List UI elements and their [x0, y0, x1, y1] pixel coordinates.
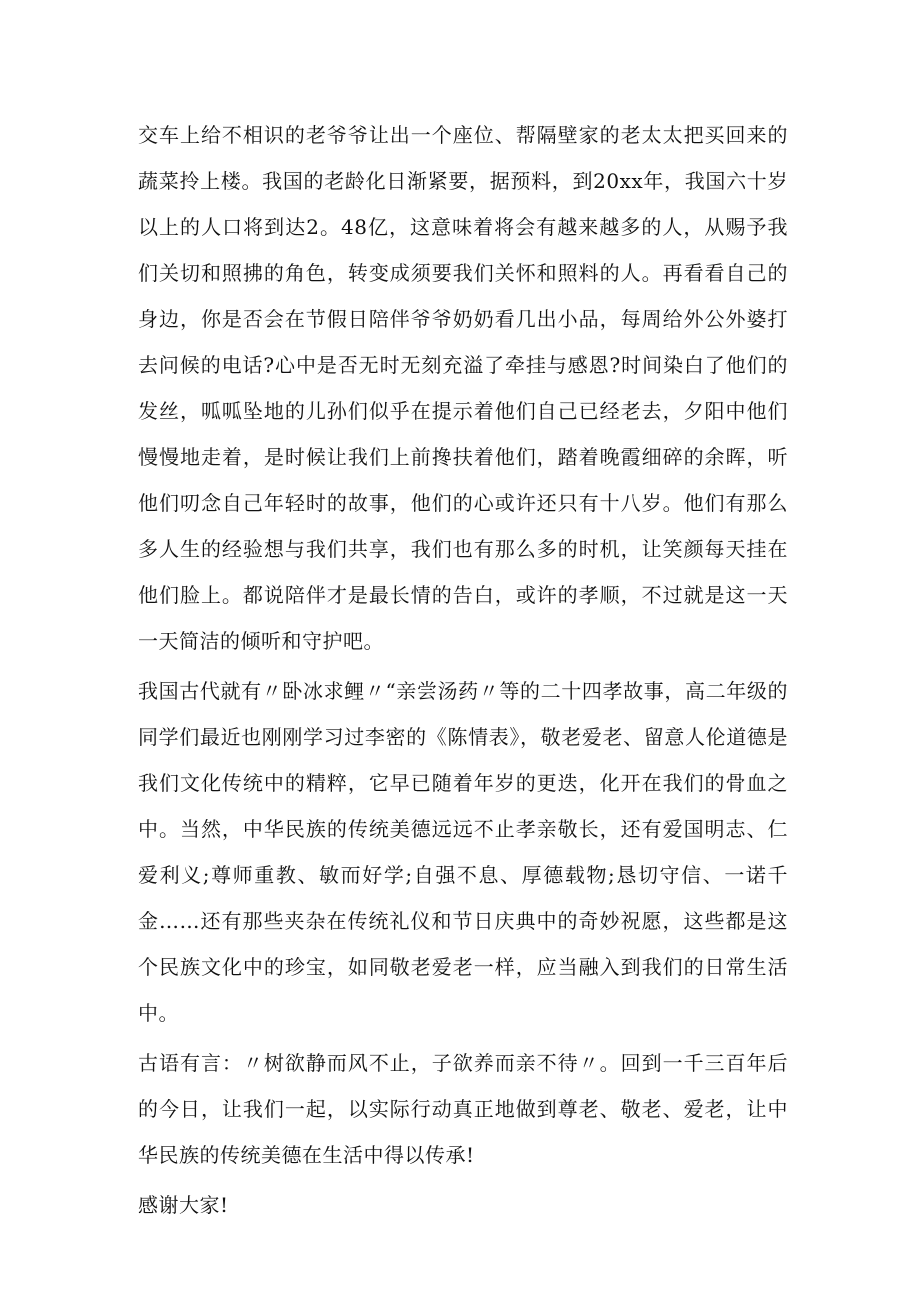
document-body: [138, 112, 788, 1232]
paragraph-elderly-care: 交车上给不相识的老爷爷让出一个座位、帮隔壁家的老太太把买回来的蔬菜拎上楼。我国的老龄化日渐紧要，据预料，到20xx年，我国六十岁以上的人口将到达2。48亿，这意味着将会有越来越多的人，从赐予我们关切和照拂的角色，转变成须要我们关怀和照料的人。再看看自己的身边，你是否会在节假日陪伴爷爷奶奶看几出小品，每周给外公外婆打去问候的电话?心中是否无时无刻充溢了牵挂与感恩?时间染白了他们的发丝，呱呱坠地的儿孙们似乎在提示着他们自己已经老去，夕阳中他们慢慢地走着，是时候让我们上前搀扶着他们，踏着晚霞细碎的余晖，听他们叨念自己年轻时的故事，他们的心或许还只有十八岁。他们有那么多人生的经验想与我们共享，我们也有那么多的时机，让笑颜每天挂在他们脸上。都说陪伴才是最长情的告白，或许的孝顺，不过就是这一天一天简洁的倾听和守护吧。: [138, 123, 788, 653]
paragraph-ancient-saying: 古语有言：〃树欲静而风不止，子欲养而亲不待〃。回到一千三百年后的今日，让我们一起，以实际行动真正地做到尊老、敬老、爱老，让中华民族的传统美德在生活中得以传承!: [138, 1051, 788, 1167]
paragraph-filial-piety-tradition: 我国古代就有〃卧冰求鲤〃“亲尝汤药〃等的二十四孝故事，高二年级的同学们最近也刚刚学习过李密的《陈情表》，敬老爱老、留意人伦道德是我们文化传统中的精粹，它早已随着年岁的更迭，化开在我们的骨血之中。当然，中华民族的传统美德远远不止孝亲敬长，还有爱国明志、仁爱利义;尊师重教、敏而好学;自强不息、厚德载物;恳切守信、一诺千金……还有那些夹杂在传统礼仪和节日庆典中的奇妙祝愿，这些都是这个民族文化中的珍宝，如同敬老爱老一样，应当融入到我们的日常生活中。: [138, 679, 788, 1025]
paragraph-thanks: 感谢大家!: [138, 1193, 229, 1217]
